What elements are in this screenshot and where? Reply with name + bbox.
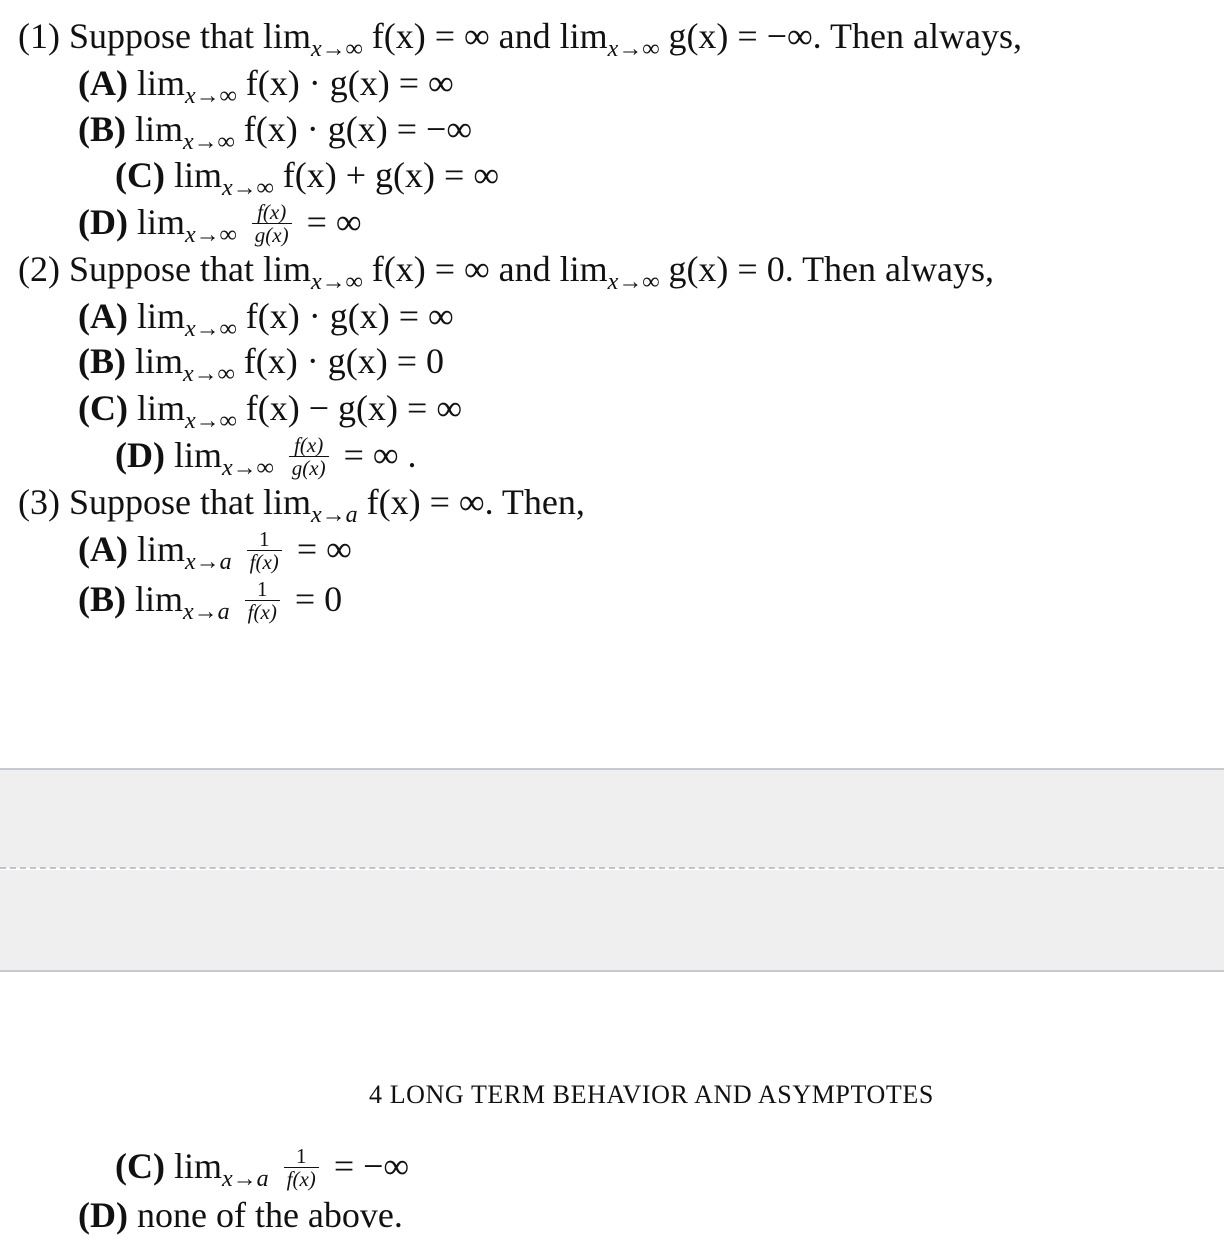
question-2-option-d[interactable]: (D) $\lim_{x\to\infty}$ $\frac{f(x)}{g(x)}$ = ∞ . <box>115 433 417 481</box>
fraction: $\frac{f(x)}{g(x)}$ <box>289 434 329 479</box>
page-break-bottom <box>0 870 1224 972</box>
question-3-option-a[interactable]: (A) $\lim_{x\to a}$ $\frac{1}{f(x)}$ = ∞ <box>78 527 352 575</box>
page-break-divider <box>0 867 1224 869</box>
question-2-option-b[interactable]: (B) $\lim_{x\to\infty} f(x) \cdot g(x) = 0$ <box>78 341 445 387</box>
question-1-option-d[interactable]: (D) $\lim_{x\to\infty}$ $\frac{f(x)}{g(x)}$ = ∞ <box>78 200 362 248</box>
fraction: $\frac{f(x)}{g(x)}$ <box>252 201 292 246</box>
question-2-stem: (2) Suppose that $\lim_{x\to\infty} f(x)$ = ∞ and $\lim_{x\to\infty} g(x) = 0$. Then always, <box>18 249 995 295</box>
question-1-stem: (1) Suppose that $\lim_{x\to\infty} f(x)$ = ∞ and $\lim_{x\to\infty} g(x)$ = −∞. Then always, <box>18 16 1022 62</box>
question-1-option-b[interactable]: (B) $\lim_{x\to\infty} f(x) \cdot g(x)$ = −∞ <box>78 109 472 155</box>
fraction: $\frac{1}{f(x)}$ <box>247 528 282 573</box>
fraction: $\frac{1}{f(x)}$ <box>245 578 280 623</box>
question-3-option-b[interactable]: (B) $\lim_{x\to a}$ $\frac{1}{f(x)}$ = 0 <box>78 577 343 625</box>
question-2-option-c[interactable]: (C) $\lim_{x\to\infty} f(x) - g(x)$ = ∞ <box>78 388 462 434</box>
question-3-stem: (3) Suppose that $\lim_{x\to a} f(x)$ = ∞. Then, <box>18 482 585 528</box>
page-break-top <box>0 768 1224 868</box>
question-3-option-d[interactable]: (D) none of the above. <box>78 1195 403 1235</box>
question-1-option-a[interactable]: (A) $\lim_{x\to\infty} f(x) \cdot g(x)$ = ∞ <box>78 63 454 109</box>
question-1-option-c[interactable]: (C) $\lim_{x\to\infty} f(x) + g(x)$ = ∞ <box>115 155 499 201</box>
question-2-option-a[interactable]: (A) $\lim_{x\to\infty} f(x) \cdot g(x)$ = ∞ <box>78 296 454 342</box>
question-3-option-c[interactable]: (C) $\lim_{x\to a}$ $\frac{1}{f(x)}$ = −∞ <box>115 1144 410 1192</box>
fraction: $\frac{1}{f(x)}$ <box>284 1145 319 1190</box>
section-heading: 4 LONG TERM BEHAVIOR AND ASYMPTOTES <box>369 1080 934 1109</box>
